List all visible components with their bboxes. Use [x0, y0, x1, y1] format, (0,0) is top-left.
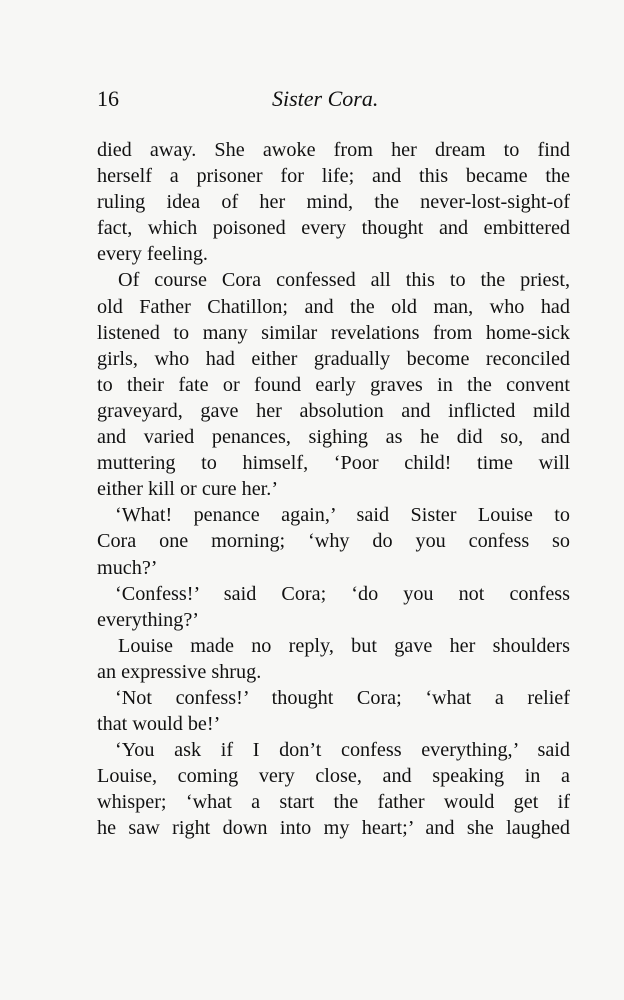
text-line: much?’ [97, 556, 158, 579]
text-line: ‘What! penance again,’ said Sister Louise to [115, 504, 570, 527]
text-line: ‘Not confess!’ thought Cora; ‘what a relief [115, 686, 570, 709]
text-line: to their fate or found early graves in the convent [97, 373, 570, 396]
text-line: herself a prisoner for life; and this became the [97, 165, 570, 188]
text-line: ‘You ask if I don’t confess everything,’ said [115, 739, 570, 762]
body-text [97, 137, 570, 842]
text-line: muttering to himself, ‘Poor child! time will [97, 452, 570, 475]
text-line: he saw right down into my heart;’ and she laughed [97, 817, 570, 840]
text-line: ruling idea of her mind, the never-lost-sight-of [97, 191, 570, 214]
text-line: whisper; ‘what a start the father would get if [97, 791, 570, 814]
running-title: Sister Cora. [272, 86, 379, 111]
text-line: listened to many similar revelations from home-sick [97, 321, 570, 344]
text-line: Cora one morning; ‘why do you confess so [97, 530, 570, 553]
text-line: graveyard, gave her absolution and inflicted mild [97, 399, 570, 422]
text-line: either kill or cure her.’ [97, 478, 279, 501]
page-number: 16 [97, 86, 119, 111]
text-line: fact, which poisoned every thought and embittered [97, 217, 570, 240]
text-line: Louise, coming very close, and speaking in a [97, 765, 570, 788]
text-line: and varied penances, sighing as he did so, and [97, 426, 570, 449]
text-line: that would be!’ [97, 713, 221, 736]
text-line: an expressive shrug. [97, 660, 262, 683]
text-line: every feeling. [97, 243, 208, 266]
text-line: Louise made no reply, but gave her shoulders [118, 634, 570, 657]
text-line: girls, who had either gradually become reconciled [97, 347, 570, 370]
text-line: ‘Confess!’ said Cora; ‘do you not confess [115, 582, 570, 605]
text-line: everything?’ [97, 608, 200, 631]
text-line: old Father Chatillon; and the old man, who had [97, 295, 570, 318]
text-line: Of course Cora confessed all this to the priest, [118, 269, 570, 292]
text-line: died away. She awoke from her dream to find [97, 139, 570, 161]
page-header [97, 86, 570, 116]
